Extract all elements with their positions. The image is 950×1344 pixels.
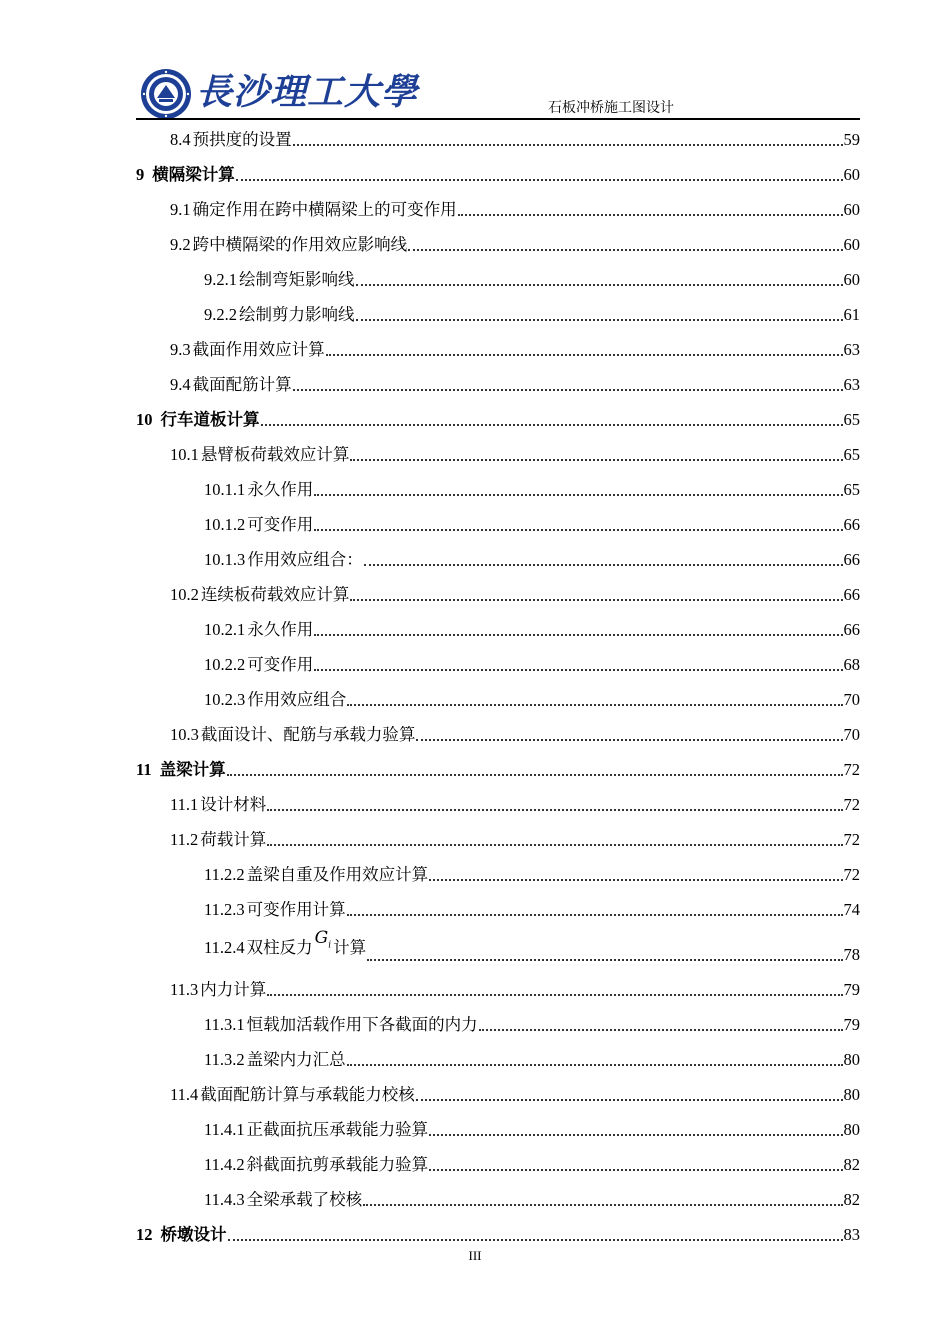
toc-entry-text: 设计材料	[200, 795, 267, 814]
toc-entry-page: 60	[843, 270, 860, 289]
toc-entry-page: 65	[843, 410, 860, 429]
toc-entry-page: 70	[843, 690, 860, 709]
toc-entry-page: 72	[843, 760, 860, 779]
toc-entry-title	[170, 129, 292, 153]
dot-leader	[267, 809, 842, 811]
toc-entry-page: 70	[843, 725, 860, 744]
toc-entry-page: 59	[843, 130, 860, 149]
toc-entry-number: 11.4.2	[204, 1155, 245, 1174]
toc-entry-number: 10.1.3	[204, 550, 246, 569]
toc-entry[interactable]	[136, 538, 860, 573]
toc-entry-page: 79	[843, 980, 860, 999]
toc-entry-text: 截面设计、配筋与承载力验算	[200, 725, 416, 744]
toc-entry-text: 跨中横隔梁的作用效应影响线	[192, 235, 408, 254]
dot-leader	[314, 669, 842, 671]
toc-entry-text: 作用效应组合：	[247, 550, 363, 569]
dot-leader	[347, 704, 842, 706]
toc-entry-title	[170, 584, 349, 608]
toc-entry-page: 60	[843, 235, 860, 254]
toc-entry-title	[204, 1014, 478, 1038]
dot-leader	[429, 879, 842, 881]
toc-entry[interactable]	[136, 258, 860, 293]
toc-entry-title	[170, 234, 407, 258]
toc-entry-title	[136, 1224, 227, 1248]
toc-entry-number: 11.3.1	[204, 1015, 245, 1034]
dot-leader	[479, 1029, 843, 1031]
toc-entry-number: 8.4	[170, 130, 191, 149]
toc-entry-title	[204, 1049, 346, 1073]
toc-entry-number: 9	[136, 165, 145, 184]
toc-entry-text: 恒载加活载作用下各截面的内力	[246, 1015, 478, 1034]
toc-entry-text: 永久作用	[247, 480, 314, 499]
toc-entry-number: 12	[136, 1225, 153, 1244]
toc-entry-text: 可变作用计算	[246, 900, 346, 919]
toc-entry-text: 双柱反力	[246, 937, 313, 957]
toc-entry-page: 61	[843, 305, 860, 324]
toc-entry-page: 66	[843, 550, 860, 569]
toc-entry-title	[170, 724, 415, 748]
toc-entry[interactable]	[136, 1038, 860, 1073]
toc-entry-text: 行车道板计算	[160, 410, 260, 429]
toc-entry-page: 72	[843, 795, 860, 814]
toc-entry-number: 10.2.3	[204, 690, 246, 709]
toc-entry[interactable]	[136, 328, 860, 363]
dot-leader	[314, 529, 842, 531]
toc-entry-number: 9.2.1	[204, 270, 237, 289]
toc-entry[interactable]	[136, 293, 860, 328]
toc-entry-page: 72	[843, 830, 860, 849]
toc-entry-page: 80	[843, 1120, 860, 1139]
toc-entry-title	[204, 1154, 428, 1178]
dot-leader	[350, 459, 842, 461]
toc-entry-title	[170, 199, 457, 223]
toc-entry-text: 悬臂板荷载效应计算	[200, 445, 350, 464]
toc-entry[interactable]	[136, 573, 860, 608]
toc-entry-title	[204, 1119, 428, 1143]
toc-entry-page: 82	[843, 1190, 860, 1209]
toc-entry[interactable]	[136, 818, 860, 853]
toc-entry-number: 11.2.2	[204, 865, 245, 884]
toc-entry[interactable]	[136, 853, 860, 888]
toc-entry[interactable]	[136, 968, 860, 1003]
university-name-logo: 長沙理工大學	[196, 71, 419, 113]
table-of-contents	[136, 118, 860, 1248]
toc-entry-page: 63	[843, 375, 860, 394]
dot-leader	[314, 494, 842, 496]
toc-entry-number: 10.2.1	[204, 620, 246, 639]
toc-entry-text: 连续板荷载效应计算	[200, 585, 350, 604]
toc-entry-text: 绘制弯矩影响线	[239, 270, 355, 289]
toc-entry-title	[204, 619, 313, 643]
toc-entry-text: 绘制剪力影响线	[239, 305, 355, 324]
toc-entry[interactable]	[136, 363, 860, 398]
toc-entry-page: 68	[843, 655, 860, 674]
dot-leader	[356, 284, 843, 286]
dot-leader	[429, 1169, 842, 1171]
toc-entry-number: 10.1	[170, 445, 199, 464]
toc-entry-title	[204, 864, 428, 888]
toc-entry-text: 斜截面抗剪承载能力验算	[246, 1155, 429, 1174]
toc-entry-text: 永久作用	[247, 620, 314, 639]
toc-entry[interactable]	[136, 643, 860, 678]
toc-entry-number: 11.4	[170, 1085, 199, 1104]
toc-entry-text-after: 计算	[333, 937, 367, 957]
toc-entry[interactable]	[136, 1178, 860, 1213]
toc-entry-page: 78	[843, 945, 860, 964]
dot-leader	[364, 564, 843, 566]
toc-entry-text: 作用效应组合	[247, 690, 347, 709]
toc-entry-page: 80	[843, 1050, 860, 1069]
toc-entry-title	[204, 1189, 362, 1213]
toc-entry-number: 11.4.3	[204, 1190, 245, 1209]
formula-subscript: i	[328, 940, 332, 950]
toc-entry[interactable]	[136, 713, 860, 748]
toc-entry[interactable]	[136, 188, 860, 223]
toc-entry-page: 65	[843, 480, 860, 499]
page-number: III	[468, 1248, 482, 1263]
dot-leader	[326, 354, 843, 356]
dot-leader	[267, 844, 842, 846]
formula-symbol	[315, 928, 331, 948]
toc-entry-text: 可变作用	[247, 515, 314, 534]
toc-entry-number: 11.2.3	[204, 900, 245, 919]
toc-entry-page: 74	[843, 900, 860, 919]
page-header	[136, 66, 860, 120]
toc-entry[interactable]	[136, 1143, 860, 1178]
university-seal-icon	[140, 68, 192, 120]
dot-leader	[429, 1134, 842, 1136]
dot-leader	[363, 1204, 842, 1206]
toc-entry-title	[170, 979, 266, 1003]
toc-entry-title	[170, 1084, 415, 1108]
toc-entry[interactable]	[136, 1073, 860, 1108]
toc-entry-title	[204, 654, 313, 678]
toc-entry-number: 11.2.4	[204, 937, 245, 957]
toc-entry-number: 11	[136, 760, 152, 779]
toc-entry-text: 全梁承载了校核	[246, 1190, 363, 1209]
toc-entry[interactable]	[136, 503, 860, 538]
dot-leader	[416, 739, 842, 741]
toc-entry[interactable]	[136, 1213, 860, 1248]
toc-entry-page: 60	[843, 165, 860, 184]
toc-entry[interactable]	[136, 923, 860, 968]
toc-entry[interactable]	[136, 468, 860, 503]
toc-entry-title	[136, 759, 226, 783]
document-title: 石板冲桥施工图设计	[548, 101, 674, 116]
dot-leader	[408, 249, 842, 251]
toc-entry-number: 10.1.1	[204, 480, 246, 499]
toc-entry-text: 可变作用	[247, 655, 314, 674]
toc-entry-number: 10.3	[170, 725, 199, 744]
toc-entry-title	[204, 304, 355, 328]
toc-entry-title	[170, 444, 349, 468]
dot-leader	[236, 179, 843, 181]
dot-leader	[367, 959, 842, 961]
toc-entry-title	[204, 689, 346, 713]
toc-entry[interactable]	[136, 1003, 860, 1038]
toc-entry-number: 9.4	[170, 375, 191, 394]
toc-entry[interactable]	[136, 1108, 860, 1143]
toc-entry-number: 9.3	[170, 340, 191, 359]
toc-entry-text: 内力计算	[200, 980, 267, 999]
dot-leader	[228, 1239, 843, 1241]
toc-entry-page: 65	[843, 445, 860, 464]
toc-entry-page: 60	[843, 200, 860, 219]
dot-leader	[314, 634, 842, 636]
toc-entry-number: 10.1.2	[204, 515, 246, 534]
dot-leader	[347, 1064, 843, 1066]
toc-entry-title	[204, 549, 363, 573]
toc-entry-number: 10.2	[170, 585, 199, 604]
dot-leader	[416, 1099, 843, 1101]
dot-leader	[267, 994, 842, 996]
formula-variable: G	[314, 927, 329, 948]
toc-entry[interactable]	[136, 223, 860, 258]
toc-entry[interactable]	[136, 678, 860, 713]
toc-entry[interactable]	[136, 118, 860, 153]
toc-entry-page: 66	[843, 620, 860, 639]
toc-entry-text: 确定作用在跨中横隔梁上的可变作用	[192, 200, 457, 219]
toc-entry-title	[170, 794, 266, 818]
dot-leader	[458, 214, 843, 216]
toc-entry[interactable]	[136, 888, 860, 923]
toc-entry-text: 截面作用效应计算	[192, 340, 325, 359]
toc-entry-text: 截面配筋计算	[192, 375, 292, 394]
toc-entry-title	[204, 514, 313, 538]
toc-entry-number: 9.2.2	[204, 305, 237, 324]
toc-entry-page: 63	[843, 340, 860, 359]
toc-entry-text: 盖梁内力汇总	[246, 1050, 346, 1069]
toc-entry-title	[170, 374, 292, 398]
toc-entry-page: 80	[843, 1085, 860, 1104]
toc-entry-number: 11.3	[170, 980, 199, 999]
toc-entry-text: 预拱度的设置	[192, 130, 292, 149]
toc-entry-text: 正截面抗压承载能力验算	[246, 1120, 429, 1139]
toc-entry[interactable]	[136, 783, 860, 818]
toc-entry-text: 盖梁计算	[159, 760, 226, 779]
toc-entry-number: 11.1	[170, 795, 199, 814]
toc-entry-title	[136, 164, 235, 188]
toc-entry[interactable]	[136, 433, 860, 468]
toc-entry[interactable]	[136, 153, 860, 188]
toc-entry-number: 11.2	[170, 830, 199, 849]
dot-leader	[227, 774, 843, 776]
toc-entry-text: 盖梁自重及作用效应计算	[246, 865, 429, 884]
toc-entry-text: 桥墩设计	[160, 1225, 227, 1244]
toc-entry-number: 10	[136, 410, 153, 429]
dot-leader	[347, 914, 843, 916]
toc-entry-title	[170, 339, 325, 363]
dot-leader	[356, 319, 843, 321]
dot-leader	[261, 424, 843, 426]
toc-entry-title	[136, 409, 260, 433]
toc-entry-text: 荷载计算	[200, 830, 267, 849]
toc-entry[interactable]	[136, 748, 860, 783]
toc-entry-title	[204, 269, 355, 293]
toc-entry-title	[170, 829, 266, 853]
toc-entry-page: 72	[843, 865, 860, 884]
toc-entry-title	[204, 927, 367, 968]
toc-entry-page: 66	[843, 515, 860, 534]
toc-entry[interactable]	[136, 398, 860, 433]
toc-entry-number: 11.4.1	[204, 1120, 245, 1139]
toc-entry-page: 79	[843, 1015, 860, 1034]
toc-entry-number: 11.3.2	[204, 1050, 245, 1069]
toc-entry-title	[204, 899, 346, 923]
toc-entry-page: 83	[843, 1225, 860, 1244]
toc-entry-number: 9.1	[170, 200, 191, 219]
dot-leader	[293, 144, 843, 146]
dot-leader	[350, 599, 842, 601]
toc-entry-number: 10.2.2	[204, 655, 246, 674]
toc-entry-text: 横隔梁计算	[152, 165, 235, 184]
toc-entry[interactable]	[136, 608, 860, 643]
toc-entry-number: 9.2	[170, 235, 191, 254]
dot-leader	[293, 389, 843, 391]
toc-entry-text: 截面配筋计算与承载能力校核	[200, 1085, 415, 1104]
toc-entry-page: 66	[843, 585, 860, 604]
toc-entry-title	[204, 479, 313, 503]
toc-entry-page: 82	[843, 1155, 860, 1174]
